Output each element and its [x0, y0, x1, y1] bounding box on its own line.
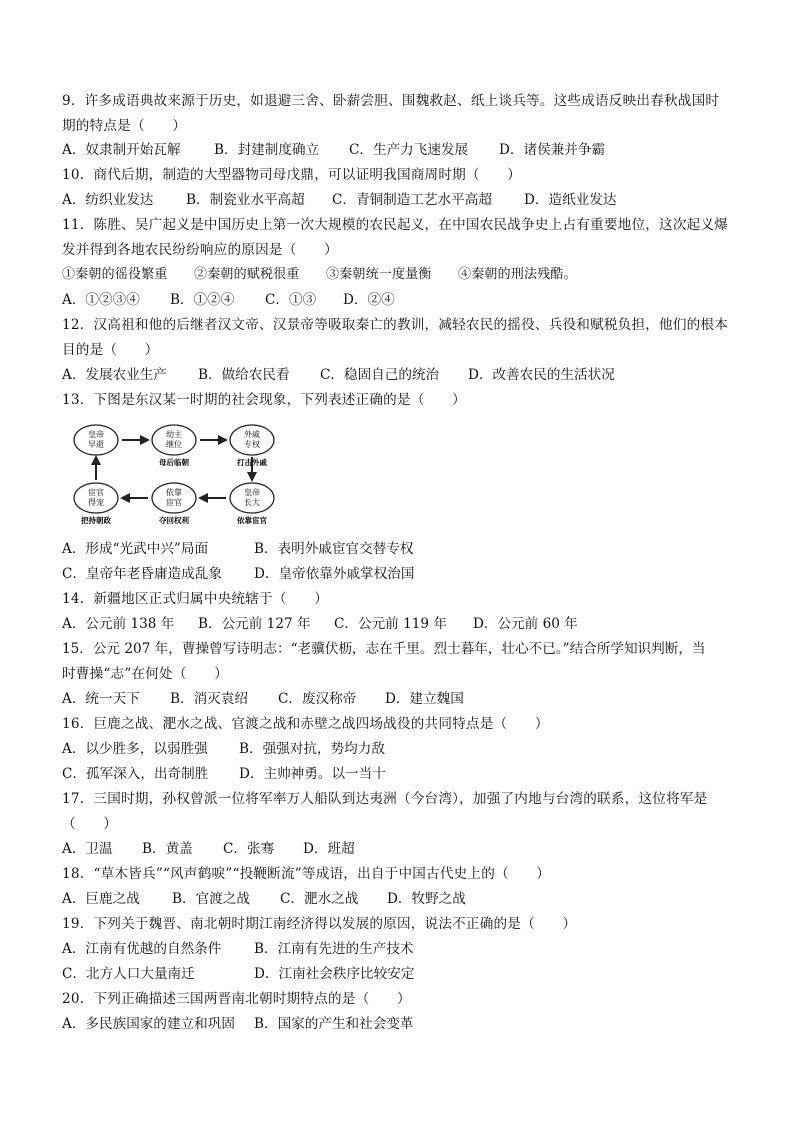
option-b: B．①②④ [170, 292, 235, 308]
diagram-node-eunuch-favored [74, 483, 118, 513]
option-b: B．国家的产生和社会变革 [254, 1016, 414, 1032]
svg-text:幼主: 幼主 [166, 430, 182, 439]
option-d: D．诸侯兼并争霸 [499, 142, 606, 158]
question-12-stem-line-2: 目的是（ ） [62, 342, 159, 358]
option-a: A．形成“光武中兴”局面 [62, 541, 209, 557]
option-c: C．青铜制造工艺水平高超 [332, 192, 492, 208]
option-a: A．卫温 [62, 841, 113, 857]
question-13-stem: 13．下图是东汉某一时期的社会现象，下列表述正确的是（ ） [62, 392, 466, 408]
question-11-stem-line-2: 发并得到各地农民纷纷响应的原因是（ ） [62, 242, 338, 258]
question-19-stem: 19．下列关于魏晋、南北朝时期江南经济得以发展的原因，说法不正确的是（ ） [62, 916, 577, 932]
svg-text:专权: 专权 [244, 440, 260, 449]
question-14-stem: 14．新疆地区正式归属中央统辖于（ ） [62, 591, 328, 607]
option-d: D．②④ [343, 292, 395, 308]
option-a: A．公元前 138 年 [62, 616, 175, 632]
svg-text:依靠: 依靠 [166, 488, 182, 497]
question-9-stem-line-2: 期的特点是（ ） [62, 118, 187, 134]
question-11-statements: ①秦朝的徭役繁重 ②秦朝的赋税很重 ③秦朝统一度量衡 ④秦朝的刑法残酷。 [62, 267, 577, 282]
svg-text:继位: 继位 [166, 440, 182, 449]
option-c: C．公元前 119 年 [334, 616, 447, 632]
question-20-stem: 20．下列正确描述三国两晋南北朝时期特点的是（ ） [62, 991, 411, 1007]
question-17-stem-line-1: 17．三国时期，孙权曾派一位将军率万人船队到达夷洲（今台湾），加强了内地与台湾的联系，这位将军是 [62, 791, 708, 807]
diagram-node-consort-clan-power [230, 425, 274, 455]
question-9-stem-line-1: 9．许多成语典故来源于历史，如退避三舍、卧薪尝胆、围魏救赵、纸上谈兵等。这些成语反映出春秋战国时 [62, 93, 720, 109]
option-c: C．淝水之战 [280, 891, 359, 907]
option-c: C．皇帝年老昏庸造成乱象 [62, 566, 222, 582]
svg-text:皇帝: 皇帝 [244, 488, 260, 497]
question-12-stem-line-1: 12．汉高祖和他的后继者汉文帝、汉景帝等吸取秦亡的教训，减轻农民的摇役、兵役和赋税负担，他们的根本 [62, 317, 728, 333]
option-a: A．纺织业发达 [62, 192, 154, 208]
option-b: B．表明外戚宦官交替专权 [254, 541, 414, 557]
caption-empress-regency: 母后临朝 [159, 458, 189, 467]
diagram-node-emperor-early-death [74, 425, 118, 455]
caption-control-court: 把持朝政 [81, 516, 111, 525]
option-b: B．做给农民看 [198, 367, 290, 383]
option-c: C．生产力飞速发展 [349, 142, 469, 158]
option-d: D．主帅神勇。以一当十 [239, 766, 386, 782]
option-b: B．黄盖 [142, 841, 193, 857]
option-b: B．官渡之战 [172, 891, 250, 907]
caption-regain-power: 夺回权利 [159, 516, 189, 525]
option-a: A．①②③④ [62, 292, 140, 308]
option-c: C．孤军深入，出奇制胜 [62, 766, 209, 782]
option-a: A．多民族国家的建立和巩固 [62, 1016, 235, 1032]
svg-text:早逝: 早逝 [88, 440, 104, 449]
option-d: D．江南社会秩序比较安定 [254, 966, 415, 982]
question-15-stem-line-1: 15．公元 207 年，曹操曾写诗明志：“老骥伏枥，志在千里。烈士暮年，壮心不已。”结合所学知识判断，当 [62, 641, 706, 657]
svg-text:外戚: 外戚 [244, 430, 260, 439]
option-d: D．皇帝依靠外戚掌权治国 [254, 566, 415, 582]
svg-text:皇帝: 皇帝 [88, 430, 104, 439]
question-17-stem-line-2: （ ） [62, 816, 118, 832]
svg-text:宦官: 宦官 [166, 498, 182, 507]
option-a: A．奴隶制开始瓦解 [62, 142, 181, 158]
caption-strike-consort: 打击外戚 [237, 458, 267, 467]
option-d: D．造纸业发达 [524, 192, 617, 208]
option-c: C．北方人口大量南迁 [62, 966, 195, 982]
question-15-stem-line-2: 时曹操“志”在何处（ ） [62, 666, 229, 682]
option-d: D．公元前 60 年 [473, 616, 578, 632]
question-10-stem: 10．商代后期，制造的大型器物司母戊鼎，可以证明我国商周时期（ ） [62, 167, 522, 183]
option-d: D．建立魏国 [385, 691, 464, 707]
option-b: B．江南有先进的生产技术 [254, 941, 414, 957]
option-c: C．张骞 [223, 841, 275, 857]
question-18-stem: 18．“草木皆兵”“风声鹤唳”“投鞭断流”等成语，出自于中国古代史上的（ ） [62, 866, 551, 882]
option-b: B．制瓷业水平高超 [186, 192, 305, 208]
option-d: D．班超 [303, 841, 355, 857]
option-b: B．强强对抗，势均力敌 [239, 741, 385, 757]
option-c: C．废汉称帝 [278, 691, 357, 707]
option-a: A．江南有优越的自然条件 [62, 941, 222, 957]
svg-text:得宠: 得宠 [88, 498, 104, 507]
option-c: C．①③ [265, 292, 317, 308]
option-c: C．稳固自己的统治 [320, 367, 440, 383]
diagram-node-rely-on-eunuchs [152, 483, 196, 513]
option-b: B．封建制度确立 [214, 142, 320, 158]
eastern-han-cycle-diagram [62, 420, 292, 530]
option-a: A．以少胜多，以弱胜强 [62, 741, 208, 757]
option-b: B．消灭袁绍 [170, 691, 248, 707]
option-d: D．改善农民的生活状况 [468, 367, 615, 383]
option-a: A．统一天下 [62, 691, 140, 707]
caption-rely-eunuchs: 依靠宦官 [237, 516, 267, 525]
diagram-node-emperor-grown [230, 483, 274, 513]
option-a: A．发展农业生产 [62, 367, 167, 383]
option-a: A．巨鹿之战 [62, 891, 140, 907]
svg-text:长大: 长大 [244, 498, 260, 507]
question-16-stem: 16．巨鹿之战、淝水之战、官渡之战和赤壁之战四场战役的共同特点是（ ） [62, 716, 549, 732]
diagram-node-child-emperor [152, 425, 196, 455]
option-d: D．牧野之战 [387, 891, 466, 907]
option-b: B．公元前 127 年 [198, 616, 311, 632]
question-11-stem-line-1: 11．陈胜、吴广起义是中国历史上第一次大规模的农民起义，在中国农民战争史上占有重要地位，这次起义爆 [62, 217, 728, 233]
svg-text:宦官: 宦官 [88, 488, 104, 497]
